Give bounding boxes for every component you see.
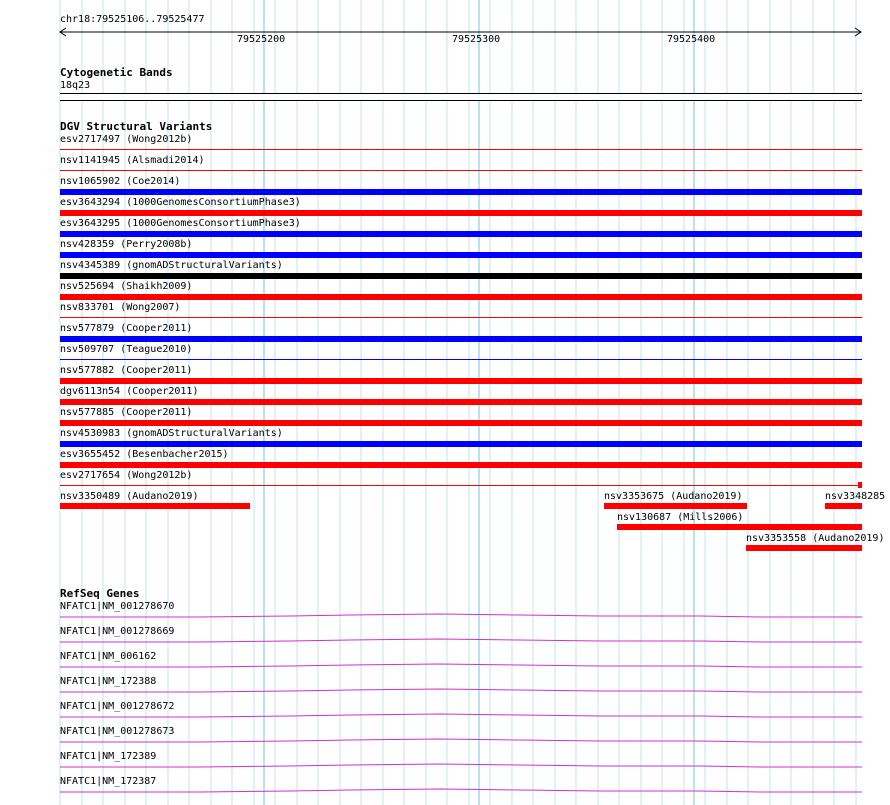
ruler-tick-label: 79525400 bbox=[667, 34, 716, 45]
ruler-scale bbox=[0, 24, 890, 40]
dgv-feature-bar[interactable] bbox=[60, 210, 862, 216]
refseq-gene-line[interactable] bbox=[0, 736, 890, 744]
dgv-feature-label[interactable]: nsv1065902 (Coe2014) bbox=[60, 176, 181, 187]
cytoband-bar[interactable] bbox=[60, 93, 862, 101]
dgv-feature-bar[interactable] bbox=[60, 252, 862, 258]
dgv-feature-label[interactable]: nsv509707 (Teague2010) bbox=[60, 344, 193, 355]
ruler-tick-label: 79525300 bbox=[452, 34, 501, 45]
dgv-feature-label[interactable]: nsv4345389 (gnomADStructuralVariants) bbox=[60, 260, 283, 271]
refseq-track-title[interactable]: RefSeq Genes bbox=[60, 587, 140, 600]
dgv-feature-label[interactable]: esv2717497 (Wong2012b) bbox=[60, 134, 193, 145]
dgv-feature-bar[interactable] bbox=[60, 149, 862, 150]
dgv-feature-label[interactable]: nsv577882 (Cooper2011) bbox=[60, 365, 193, 376]
dgv-feature-bar[interactable] bbox=[60, 170, 862, 171]
dgv-feature-end-marker[interactable] bbox=[858, 482, 862, 488]
dgv-feature-label[interactable]: nsv577879 (Cooper2011) bbox=[60, 323, 193, 334]
dgv-feature-label[interactable]: esv3655452 (Besenbacher2015) bbox=[60, 449, 229, 460]
dgv-feature-bar[interactable] bbox=[60, 485, 862, 486]
dgv-feature-bar[interactable] bbox=[60, 189, 862, 195]
refseq-gene-label[interactable]: NFATC1|NM_001278672 bbox=[60, 701, 175, 712]
dgv-feature-bar[interactable] bbox=[60, 336, 862, 342]
dgv-feature-bar[interactable] bbox=[60, 503, 250, 509]
dgv-feature-label[interactable]: nsv3348285 bbox=[825, 491, 886, 502]
dgv-feature-label[interactable]: esv3643295 (1000GenomesConsortiumPhase3) bbox=[60, 218, 301, 229]
dgv-feature-label[interactable]: nsv3350489 (Audano2019) bbox=[60, 491, 199, 502]
refseq-gene-line[interactable] bbox=[0, 686, 890, 694]
dgv-feature-bar[interactable] bbox=[60, 359, 862, 360]
dgv-feature-bar[interactable] bbox=[825, 503, 862, 509]
dgv-feature-label[interactable]: nsv3353558 (Audano2019) bbox=[746, 533, 885, 544]
cytoband-label: 18q23 bbox=[60, 80, 91, 91]
dgv-feature-label[interactable]: nsv525694 (Shaikh2009) bbox=[60, 281, 193, 292]
cytoband-track-title[interactable]: Cytogenetic Bands bbox=[60, 66, 173, 79]
refseq-gene-label[interactable]: NFATC1|NM_006162 bbox=[60, 651, 157, 662]
refseq-gene-line[interactable] bbox=[0, 711, 890, 719]
dgv-feature-bar[interactable] bbox=[604, 503, 747, 509]
dgv-feature-bar[interactable] bbox=[60, 273, 862, 279]
dgv-feature-bar[interactable] bbox=[60, 462, 862, 468]
dgv-feature-bar[interactable] bbox=[60, 231, 862, 237]
refseq-gene-label[interactable]: NFATC1|NM_001278670 bbox=[60, 601, 175, 612]
refseq-gene-line[interactable] bbox=[0, 611, 890, 619]
refseq-gene-label[interactable]: NFATC1|NM_172389 bbox=[60, 751, 157, 762]
dgv-feature-bar[interactable] bbox=[60, 441, 862, 447]
dgv-feature-label[interactable]: esv2717654 (Wong2012b) bbox=[60, 470, 193, 481]
dgv-feature-label[interactable]: nsv833701 (Wong2007) bbox=[60, 302, 181, 313]
dgv-feature-label[interactable]: nsv130687 (Mills2006) bbox=[617, 512, 744, 523]
dgv-feature-label[interactable]: nsv3353675 (Audano2019) bbox=[604, 491, 743, 502]
ruler-region: chr18:79525106..79525477 bbox=[60, 14, 205, 25]
dgv-feature-label[interactable]: nsv1141945 (Alsmadi2014) bbox=[60, 155, 205, 166]
refseq-gene-line[interactable] bbox=[0, 661, 890, 669]
dgv-feature-bar[interactable] bbox=[746, 545, 862, 551]
dgv-track-title[interactable]: DGV Structural Variants bbox=[60, 120, 213, 133]
refseq-gene-line[interactable] bbox=[0, 761, 890, 769]
dgv-feature-label[interactable]: nsv4530983 (gnomADStructuralVariants) bbox=[60, 428, 283, 439]
dgv-feature-label[interactable]: esv3643294 (1000GenomesConsortiumPhase3) bbox=[60, 197, 301, 208]
dgv-feature-bar[interactable] bbox=[60, 378, 862, 384]
dgv-feature-label[interactable]: dgv6113n54 (Cooper2011) bbox=[60, 386, 199, 397]
refseq-gene-line[interactable] bbox=[0, 636, 890, 644]
refseq-gene-label[interactable]: NFATC1|NM_001278669 bbox=[60, 626, 175, 637]
dgv-feature-bar[interactable] bbox=[60, 294, 862, 300]
refseq-gene-label[interactable]: NFATC1|NM_001278673 bbox=[60, 726, 175, 737]
ruler-tick-label: 79525200 bbox=[237, 34, 286, 45]
refseq-gene-line[interactable] bbox=[0, 786, 890, 794]
dgv-feature-bar[interactable] bbox=[60, 399, 862, 405]
refseq-gene-label[interactable]: NFATC1|NM_172387 bbox=[60, 776, 157, 787]
dgv-feature-label[interactable]: nsv428359 (Perry2008b) bbox=[60, 239, 193, 250]
refseq-gene-label[interactable]: NFATC1|NM_172388 bbox=[60, 676, 157, 687]
dgv-feature-label[interactable]: nsv577885 (Cooper2011) bbox=[60, 407, 193, 418]
dgv-feature-bar[interactable] bbox=[617, 524, 862, 530]
dgv-feature-bar[interactable] bbox=[60, 420, 862, 426]
dgv-feature-bar[interactable] bbox=[60, 317, 862, 318]
